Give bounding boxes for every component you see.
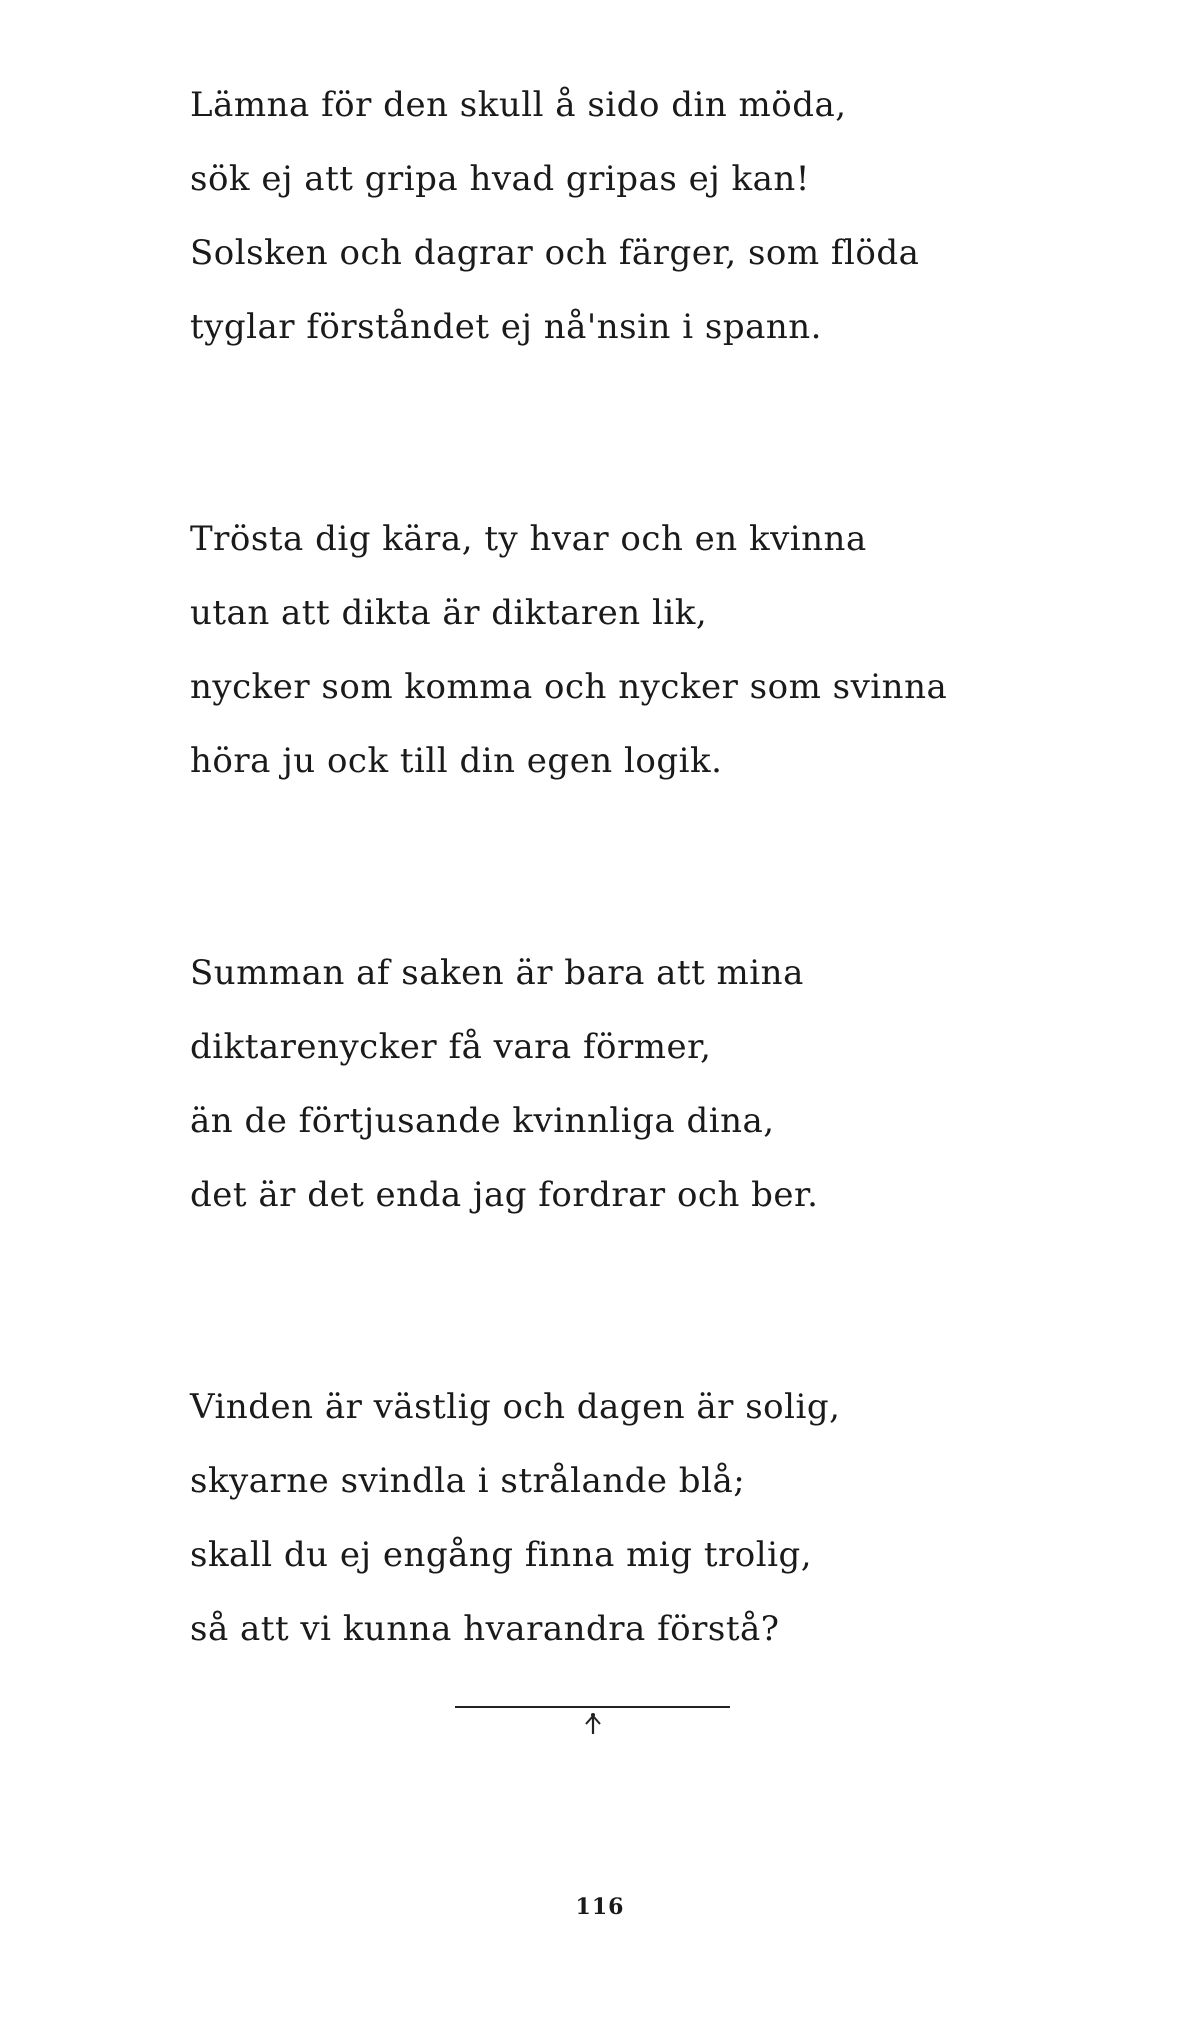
verse-line: Summan af saken är bara att mina [190, 953, 804, 993]
verse-line: skyarne svindla i strålande blå; [190, 1461, 746, 1501]
verse-line: nycker som komma och nycker som svinna [190, 667, 948, 707]
verse-line: tyglar förståndet ej nå'nsin i spann. [190, 307, 822, 347]
verse-line: höra ju ock till din egen logik. [190, 741, 723, 781]
verse-line: utan att dikta är diktaren lik, [190, 593, 708, 633]
verse-line: Trösta dig kära, ty hvar och en kvinna [190, 519, 867, 559]
section-ornament [455, 1700, 730, 1740]
stanza-2 [190, 502, 1090, 798]
verse-line: än de förtjusande kvinnliga dina, [190, 1101, 775, 1141]
verse-line: diktarenycker få vara förmer, [190, 1027, 712, 1067]
stanza-1 [190, 68, 1090, 364]
page-number: 116 [575, 1894, 625, 1920]
fleuron-icon [582, 1712, 604, 1736]
stanza-3 [190, 936, 1090, 1232]
verse-line: Vinden är västlig och dagen är solig, [190, 1387, 841, 1427]
verse-line: Lämna för den skull å sido din möda, [190, 85, 847, 125]
verse-line: skall du ej engång finna mig trolig, [190, 1535, 813, 1575]
verse-line: det är det enda jag fordrar och ber. [190, 1175, 819, 1215]
verse-line: sök ej att gripa hvad gripas ej kan! [190, 159, 810, 199]
ornament-rule [455, 1706, 730, 1708]
verse-line: Solsken och dagrar och färger, som flöda [190, 233, 920, 273]
stanza-4 [190, 1370, 1090, 1666]
verse-line: så att vi kunna hvarandra förstå? [190, 1609, 780, 1649]
